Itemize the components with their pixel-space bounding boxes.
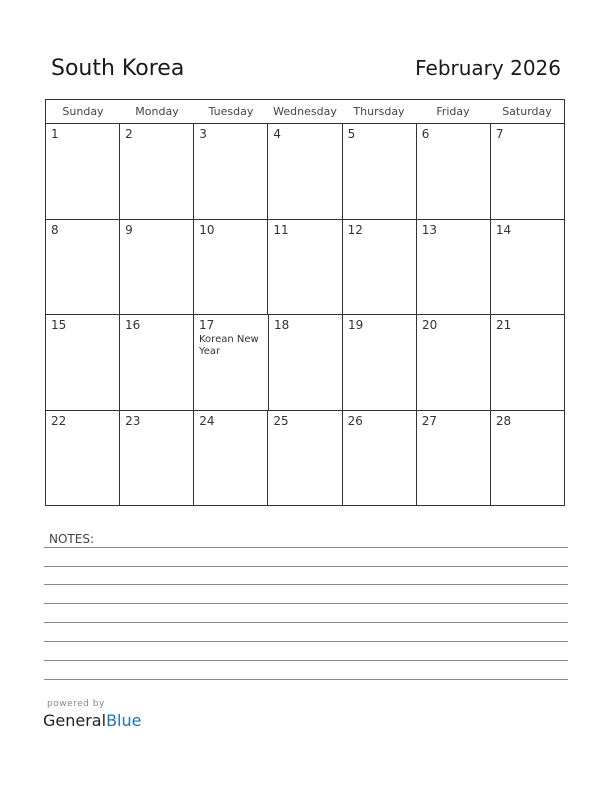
day-number: 27 — [421, 413, 437, 428]
calendar-day-cell — [46, 124, 120, 219]
day-number: 8 — [51, 222, 59, 237]
day-number: 25 — [273, 413, 289, 428]
notes-line — [44, 584, 568, 585]
day-of-week-saturday: Saturday — [502, 105, 552, 118]
day-number: 1 — [51, 127, 59, 141]
calendar-day-cell — [194, 124, 268, 219]
calendar-day-cell — [46, 411, 120, 507]
day-number: 22 — [51, 413, 67, 428]
notes-line — [44, 660, 568, 661]
day-number: 18 — [274, 318, 290, 332]
day-number: 15 — [51, 318, 67, 332]
day-number: 17 — [199, 318, 215, 332]
day-number: 19 — [348, 318, 364, 332]
generalblue-logo — [43, 711, 141, 730]
day-number: 10 — [199, 222, 215, 237]
day-of-week-header — [46, 100, 564, 124]
calendar-day-cell — [194, 315, 269, 410]
day-number: 23 — [125, 413, 141, 428]
calendar-day-cell — [120, 411, 194, 507]
calendar-week-row — [46, 124, 564, 220]
holiday-label: Korean New Year — [199, 334, 259, 357]
day-number: 16 — [125, 318, 141, 332]
calendar-day-cell — [491, 124, 564, 219]
notes-line — [44, 547, 568, 548]
month-calendar-grid — [45, 99, 565, 506]
day-number: 5 — [347, 127, 356, 141]
day-of-week-thursday: Thursday — [353, 105, 405, 118]
day-number: 13 — [421, 222, 437, 237]
calendar-day-cell — [268, 220, 342, 315]
day-number: 4 — [273, 127, 282, 141]
day-of-week-friday: Friday — [436, 105, 470, 118]
day-number: 11 — [273, 222, 289, 237]
calendar-country-title: South Korea — [51, 56, 185, 81]
calendar-week-row — [46, 411, 564, 507]
brand-general: General — [43, 711, 107, 730]
day-number: 2 — [125, 127, 133, 141]
calendar-day-cell — [417, 411, 491, 507]
calendar-day-cell — [46, 315, 120, 410]
day-of-week-sunday: Sunday — [62, 105, 104, 118]
day-number: 6 — [421, 127, 430, 141]
calendar-day-cell — [120, 315, 194, 410]
notes-line — [44, 622, 568, 623]
calendar-week-row — [46, 315, 564, 411]
day-number: 14 — [495, 222, 512, 237]
calendar-day-cell — [343, 315, 417, 410]
calendar-day-cell — [194, 411, 268, 507]
calendar-day-cell — [491, 411, 564, 507]
calendar-day-cell — [417, 315, 491, 410]
calendar-day-cell — [417, 220, 491, 315]
powered-by-text: powered by — [47, 699, 105, 709]
calendar-day-cell — [343, 411, 417, 507]
day-number: 7 — [495, 127, 504, 141]
calendar-week-row — [46, 220, 564, 316]
day-number: 24 — [199, 413, 215, 428]
day-number: 21 — [496, 318, 512, 332]
notes-label: NOTES: — [49, 532, 94, 546]
day-number: 26 — [347, 413, 363, 428]
calendar-day-cell — [268, 411, 342, 507]
brand-blue: Blue — [106, 711, 142, 730]
calendar-day-cell — [46, 220, 120, 315]
calendar-day-cell — [120, 124, 194, 219]
calendar-day-cell — [194, 220, 268, 315]
calendar-day-cell — [491, 220, 564, 315]
day-number: 28 — [495, 413, 512, 428]
day-of-week-wednesday: Wednesday — [273, 105, 337, 118]
day-number: 3 — [199, 127, 207, 141]
calendar-day-cell — [120, 220, 194, 315]
day-number: 20 — [422, 318, 438, 332]
day-of-week-tuesday: Tuesday — [208, 105, 254, 118]
calendar-day-cell — [343, 220, 417, 315]
day-number: 9 — [125, 222, 133, 237]
calendar-day-cell — [417, 124, 491, 219]
notes-line — [44, 641, 568, 642]
notes-line — [44, 679, 568, 680]
notes-line — [44, 566, 568, 567]
day-of-week-monday: Monday — [135, 105, 179, 118]
calendar-day-cell — [268, 124, 342, 219]
day-number: 12 — [347, 222, 363, 237]
calendar-day-cell — [343, 124, 417, 219]
calendar-day-cell — [491, 315, 564, 410]
calendar-month-title: February 2026 — [415, 56, 561, 80]
notes-line — [44, 603, 568, 604]
calendar-day-cell — [269, 315, 343, 410]
